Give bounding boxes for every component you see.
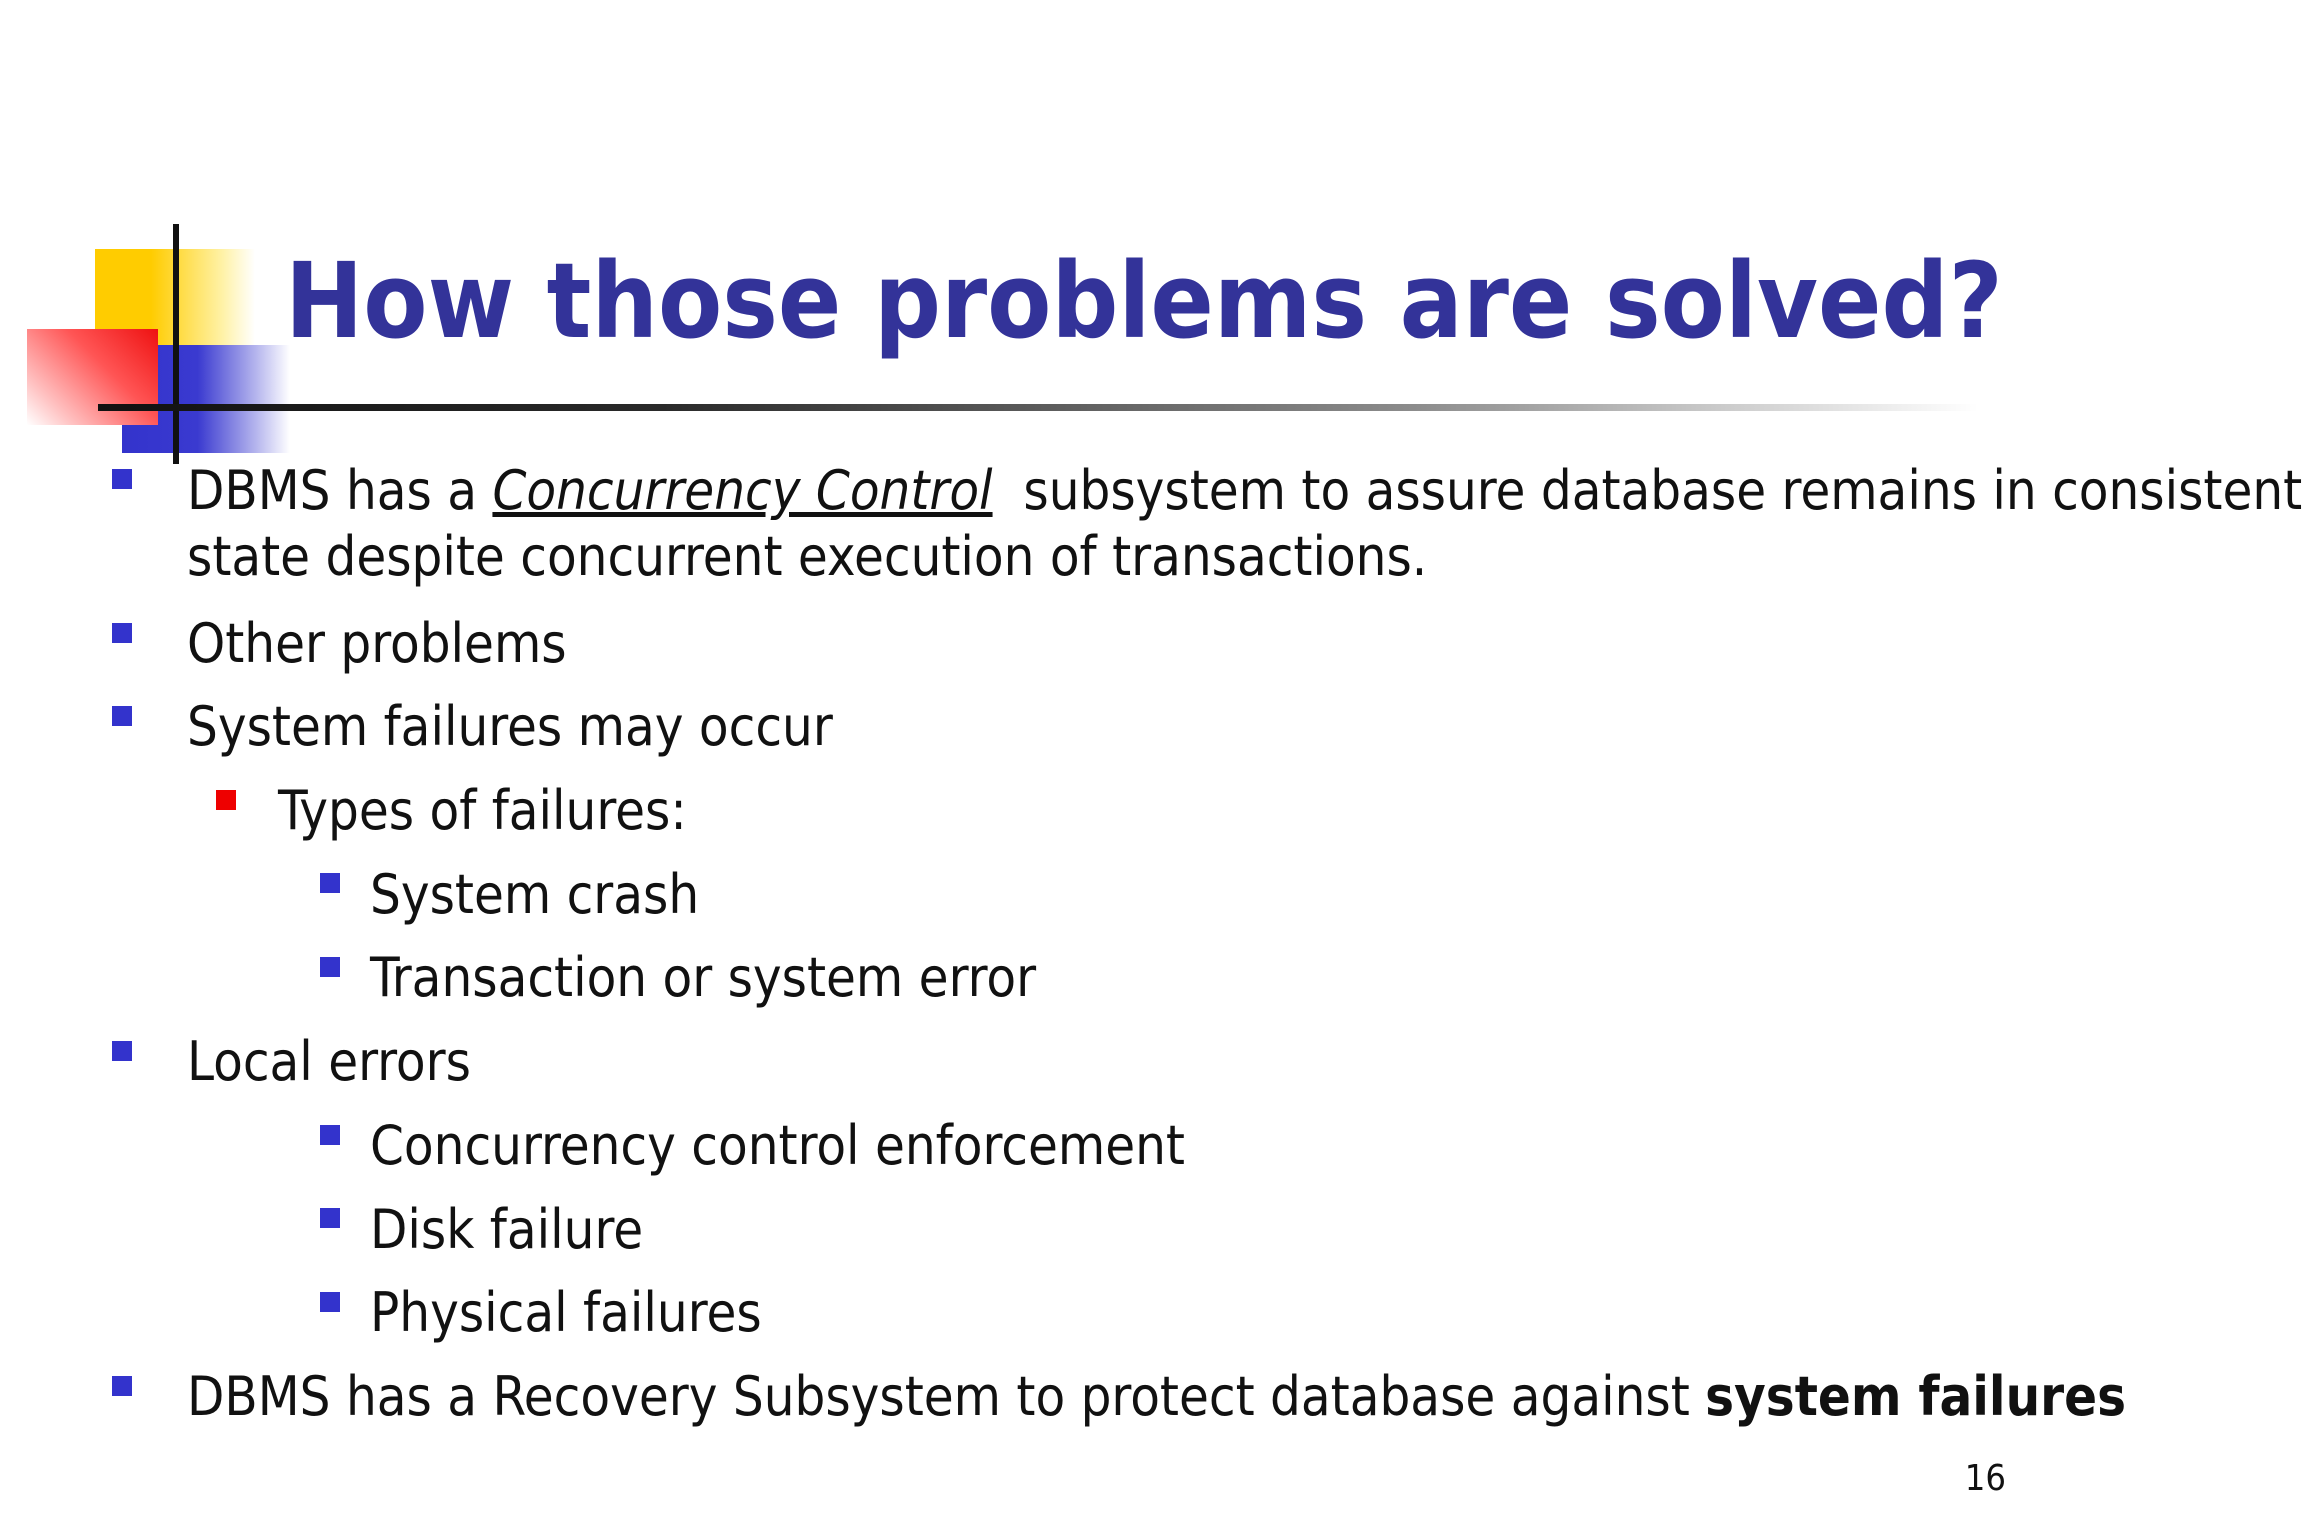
sub-sub-bullet-marker — [320, 957, 340, 977]
bullet-text: Types of failures: — [278, 779, 687, 842]
bullet-text: Transaction or system error — [370, 946, 1037, 1009]
slide-title: How those problems are solved? — [285, 240, 2003, 362]
sub-sub-bullet-item-transaction-error — [370, 945, 1036, 1011]
sub-sub-bullet-item-system-crash — [370, 862, 699, 928]
page-number: 16 — [1964, 1458, 2006, 1499]
bullet-marker — [112, 623, 132, 643]
concurrency-control-term: Concurrency Control — [492, 459, 993, 522]
bullet-text: Physical failures — [370, 1281, 762, 1344]
bullet-item-local-errors — [187, 1029, 471, 1095]
bullet-text: state despite concurrent execution of transactions. — [187, 525, 1428, 588]
system-failures-emphasis: system failures — [1705, 1365, 2127, 1428]
sub-sub-bullet-marker — [320, 1125, 340, 1145]
bullet-marker — [112, 469, 132, 489]
sub-sub-bullet-item-concurrency-enforcement — [370, 1113, 1185, 1179]
bullet-text: subsystem to assure database remains in consistent — [992, 459, 2302, 522]
bullet-text: DBMS has a — [187, 459, 493, 522]
bullet-text: System crash — [370, 863, 700, 926]
sub-sub-bullet-item-physical-failures — [370, 1280, 762, 1346]
sub-sub-bullet-marker — [320, 1208, 340, 1228]
bullet-text: Local errors — [187, 1030, 471, 1093]
sub-bullet-item-types-of-failures — [278, 778, 687, 844]
bullet-text: DBMS has a Recovery Subsystem to protect database against — [187, 1365, 1706, 1428]
sub-bullet-marker — [216, 790, 236, 810]
bullet-item-continuation — [187, 524, 1427, 590]
sub-sub-bullet-marker — [320, 1292, 340, 1312]
bullet-text: Concurrency control enforcement — [370, 1114, 1185, 1177]
bullet-item-concurrency-control — [187, 458, 2302, 524]
bullet-item-recovery-subsystem — [187, 1364, 2126, 1430]
bullet-text: Other problems — [187, 612, 567, 675]
bullet-text: System failures may occur — [187, 695, 833, 758]
bullet-item-system-failures — [187, 694, 833, 760]
bullet-item-other-problems — [187, 611, 567, 677]
bullet-marker — [112, 706, 132, 726]
sub-sub-bullet-marker — [320, 873, 340, 893]
bullet-marker — [112, 1041, 132, 1061]
sub-sub-bullet-item-disk-failure — [370, 1197, 643, 1263]
bullet-text: Disk failure — [370, 1198, 644, 1261]
bullet-marker — [112, 1376, 132, 1396]
